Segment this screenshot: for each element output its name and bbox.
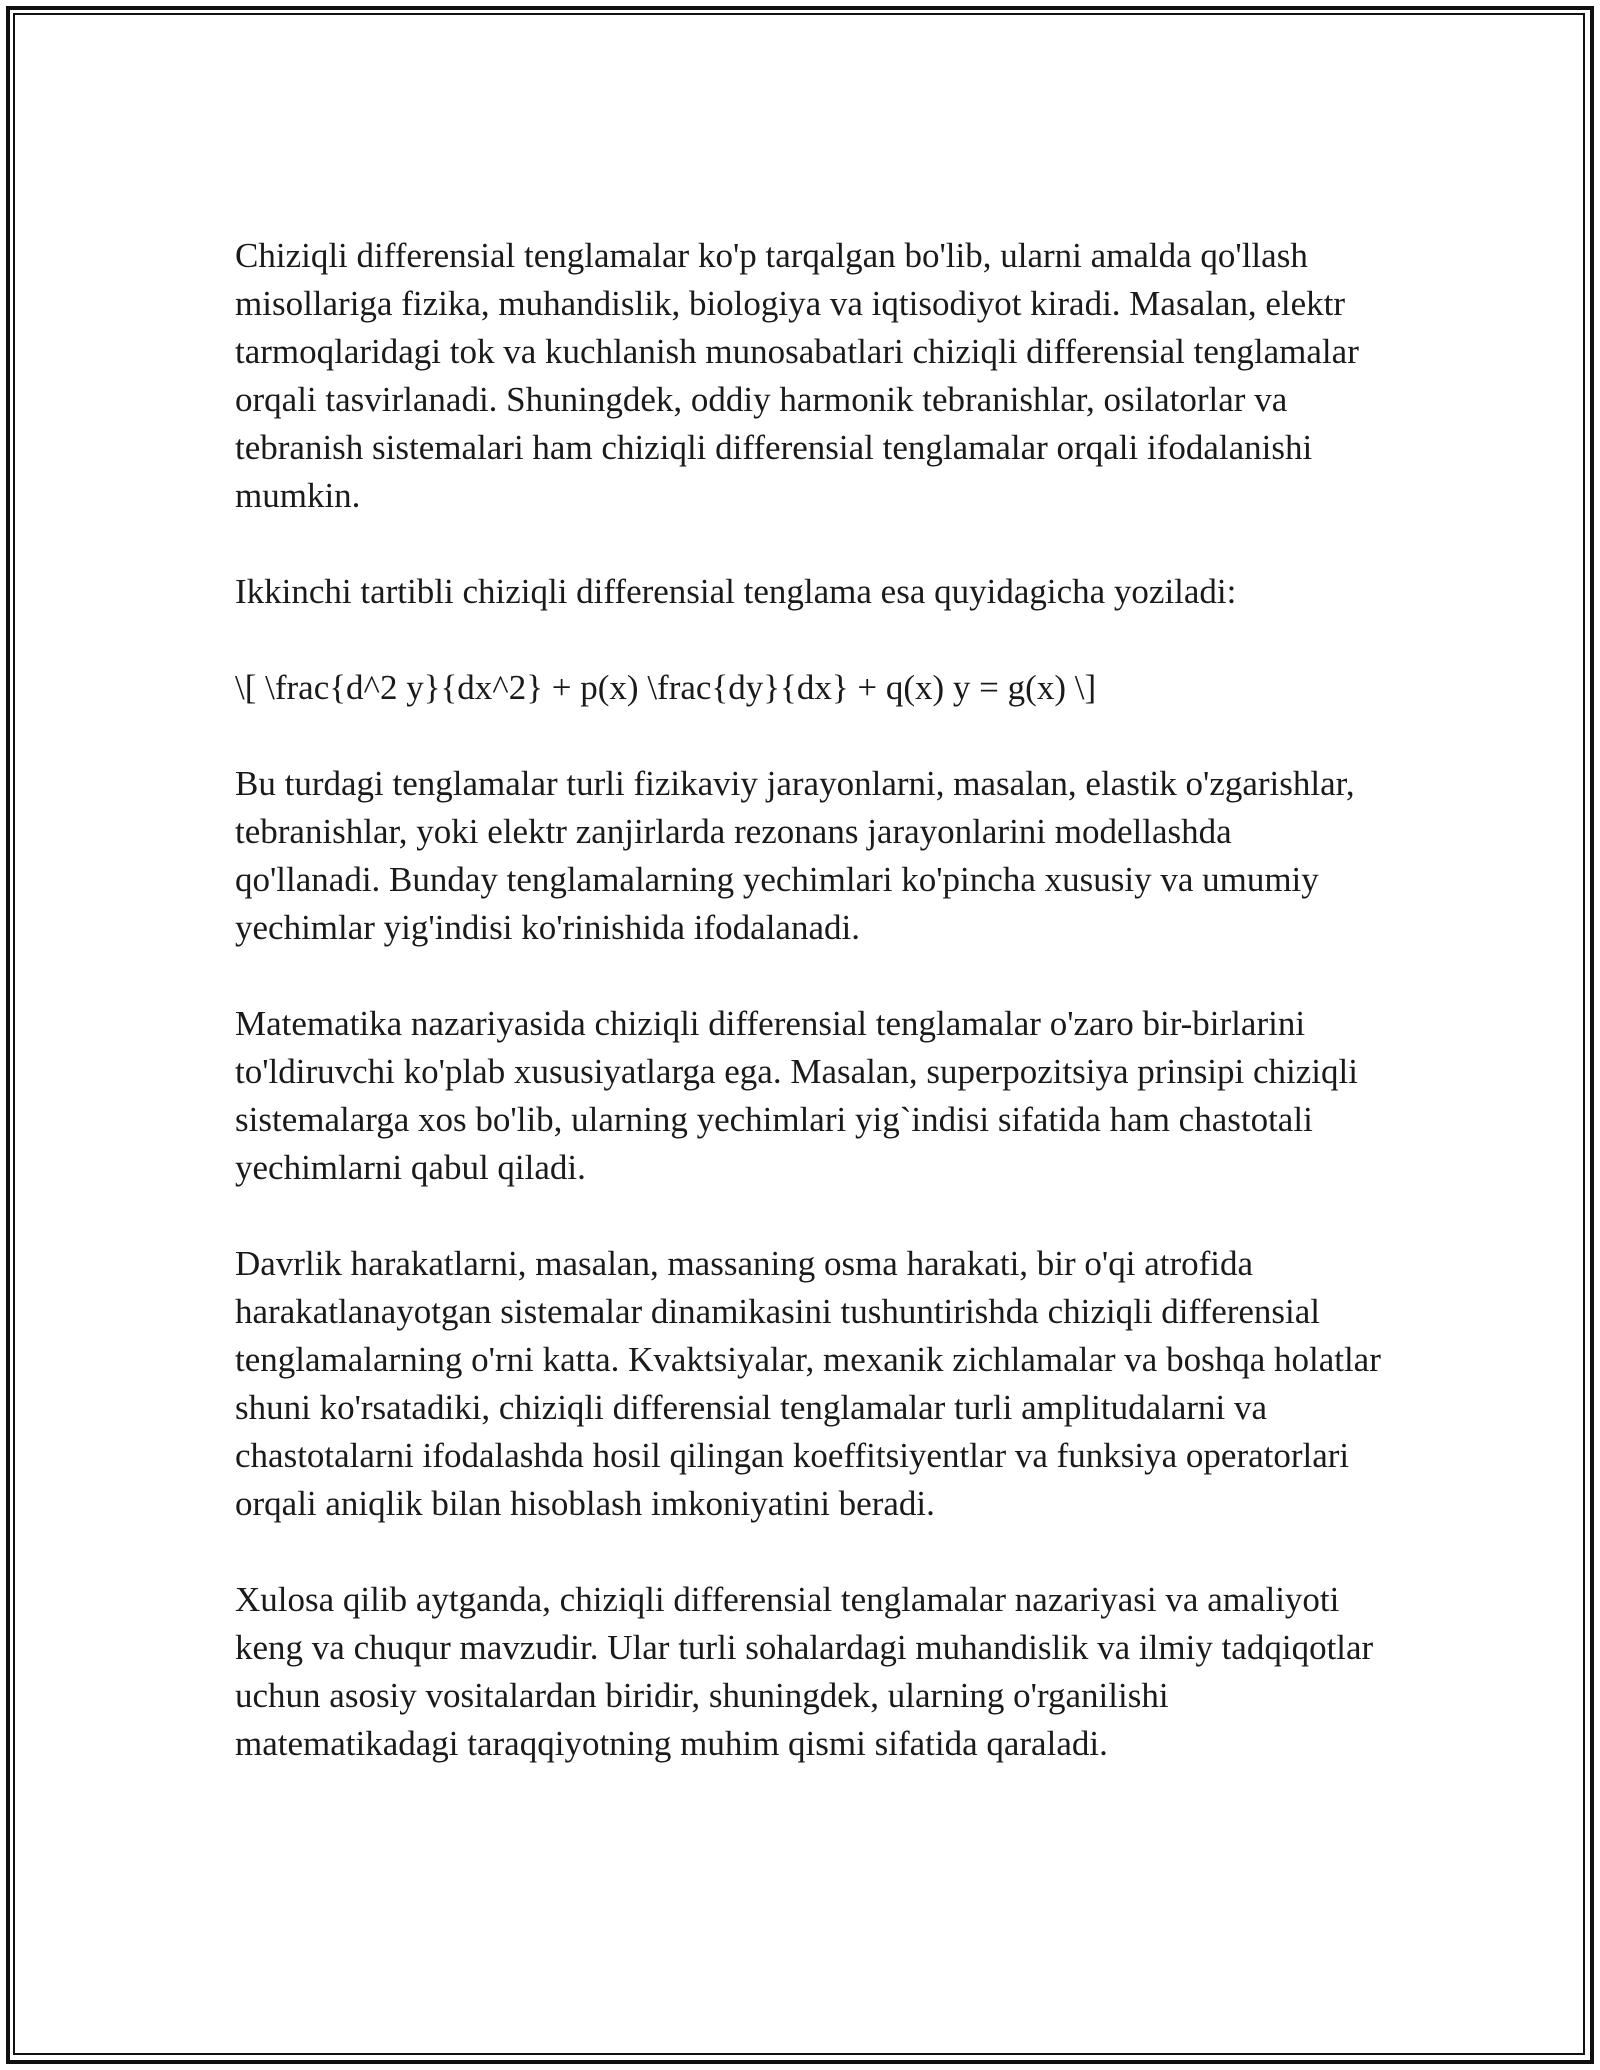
paragraph-physical-processes: Bu turdagi tenglamalar turli fizikaviy jarayonlarni, masalan, elastik o'zgarishlar, tebranishlar, yoki elektr zanjirlarda rezonans jarayonlarini modellashda qo'llanadi. Bunday tenglamalarning yechimlari ko'pincha xususiy va umumiy yechimlar yig'indisi ko'rinishida ifodalanadi. (235, 764, 1355, 947)
paragraph-second-order-intro: Ikkinchi tartibli chiziqli differensial tenglama esa quyidagicha yoziladi: (235, 572, 1237, 611)
document-body (235, 232, 1385, 1816)
paragraph-periodic-motion: Davrlik harakatlarni, masalan, massaning osma harakati, bir o'qi atrofida harakatlanayotgan sistemalar dinamikasini tushuntirishda chiziqli differensial tenglamalarning o'rni katta. Kvaktsiyalar, mexanik zichlamalar va boshqa holatlar shuni ko'rsatadiki, chiziqli differensial tenglamalar turli amplitudalarni va chastotalarni ifodalashda hosil qilingan koeffitsiyentlar va funksiya operatorlari orqali aniqlik bilan hisoblash imkoniyatini beradi. (235, 1244, 1381, 1523)
paragraph-conclusion: Xulosa qilib aytganda, chiziqli differensial tenglamalar nazariyasi va amaliyoti keng va chuqur mavzudir. Ular turli sohalardagi muhandislik va ilmiy tadqiqotlar uchun asosiy vositalardan biridir, shuningdek, ularning o'rganilishi matematikadagi taraqqiyotning muhim qismi sifatida qaraladi. (235, 1580, 1374, 1763)
paragraph-superposition: Matematika nazariyasida chiziqli differensial tenglamalar o'zaro bir-birlarini to'ldiruvchi ko'plab xususiyatlarga ega. Masalan, superpozitsiya prinsipi chiziqli sistemalarga xos bo'lib, ularning yechimlari yig`indisi sifatida ham chastotali yechimlarni qabul qiladi. (235, 1004, 1358, 1187)
formula-second-order-equation: \[ \frac{d^2 y}{dx^2} + p(x) \frac{dy}{dx} + q(x) y = g(x) \] (235, 668, 1097, 707)
paragraph-applications: Chiziqli differensial tenglamalar ko'p tarqalgan bo'lib, ularni amalda qo'llash misollariga fizika, muhandislik, biologiya va iqtisodiyot kiradi. Masalan, elektr tarmoqlaridagi tok va kuchlanish munosabatlari chiziqli differensial tenglamalar orqali tasvirlanadi. Shuningdek, oddiy harmonik tebranishlar, osilatorlar va tebranish sistemalari ham chiziqli differensial tenglamalar orqali ifodalanishi mumkin. (235, 236, 1359, 515)
